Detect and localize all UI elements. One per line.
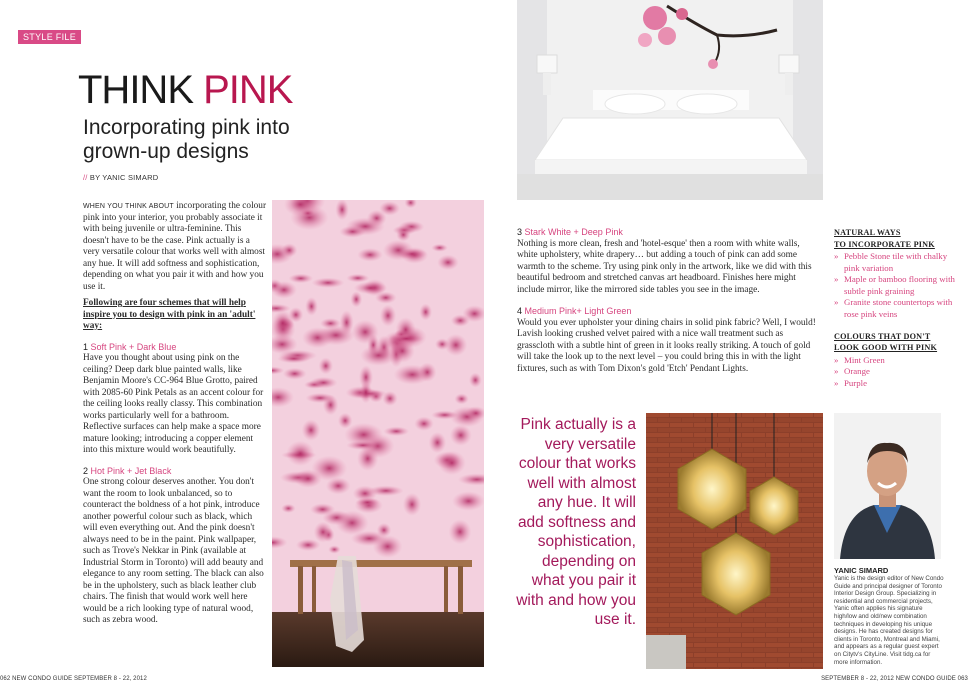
wallpaper-blot [286, 441, 314, 466]
wallpaper-blot [317, 325, 354, 345]
pull-quote: Pink actually is a very versatile colour that works well with almost any hue. It will add softness and sophistication, depending on what you pair it with and how you use it. [516, 416, 636, 628]
footer-left: 062 NEW CONDO GUIDE SEPTEMBER 8 - 22, 2012 [0, 676, 147, 682]
wallpaper-blot [281, 243, 297, 257]
scheme-1 [83, 342, 268, 457]
author-image [834, 413, 941, 559]
wallpaper-blot [289, 307, 304, 322]
wallpaper-blot [380, 305, 396, 327]
scheme-2 [83, 466, 268, 627]
scheme-3-number: 3 [517, 227, 523, 237]
wallpaper-blot [310, 377, 338, 389]
colours-list [834, 355, 964, 390]
wallpaper-blot [403, 493, 421, 516]
intro-paragraph [83, 201, 268, 293]
scheme-1-number: 1 [83, 341, 89, 352]
wallpaper-blot [326, 477, 351, 494]
wallpaper-blot [294, 469, 322, 488]
bedroom-image [517, 0, 823, 200]
list-item: » Orange [834, 366, 964, 378]
wallpaper-blot [357, 248, 383, 262]
scheme-1-label: Soft Pink + Dark Blue [90, 341, 177, 352]
list-item: » Pebble Stone tile with chalky pink variation [834, 251, 964, 274]
scheme-4 [517, 306, 822, 375]
wallpaper-blot [452, 491, 484, 511]
list-item: » Granite stone countertops with rose pink veins [834, 297, 964, 320]
wallpaper-blot [338, 413, 353, 429]
wallpaper-blot [283, 368, 307, 380]
natural-ways-heading-line-2: TO INCORPORATE PINK [834, 239, 935, 249]
wallpaper-blot [277, 354, 310, 363]
wallpaper-blot [437, 255, 459, 271]
page-title [78, 68, 292, 112]
natural-ways-list [834, 251, 964, 321]
byline-slashes: // [83, 173, 88, 182]
scheme-2-text: One strong colour deserves another. You don't want the room to look unbalanced, so to counteract the boldness of a hot pink, introduce another powerful colour such as black, which will even everything out. And the pink doesn't always need to be in the paint. Pink wallpaper, such as Trove's Nekkar in Pink (available at Industrial Storm in Toronto) will add beauty and elegance to any room setting. The black can also be in the upholstery, such as black leather club chairs. The finish that would work well here would be a rich looking type of natural wood, such as zebra wood. [83, 477, 264, 625]
wallpaper-blot [454, 393, 468, 404]
title-think: THINK [78, 68, 193, 112]
scheme-4-text: Would you ever upholster your dining chairs in solid pink fabric? Well, I would! Lavish looking crushed velvet paired with a nice wall treatment such as grasscloth with a subtle hint of green in it looks really striking. A touch of gold will take the look up to the next level – you could bring this in with the light fixtures, such as with Tom Dixon's gold 'Etch' Pendant Lights. [517, 317, 816, 374]
wallpaper-blot [396, 228, 410, 241]
wallpaper-blot [352, 320, 379, 344]
wallpaper-blot [296, 539, 320, 551]
list-item: » Maple or bamboo flooring with subtle pink graining [834, 274, 964, 297]
author-bio: Yanic is the design editor of New Condo Guide and principal designer of Toronto Interior Design Group. Specializing in residential and commercial projects, Yanic often applies his signature high/low and old/new combination techniques in developing his unique designs. He has created designs for clients in Toronto, Montreal and Miami, and appears as a regular guest expert on Citytv's CityLine. Visit tidg.ca for more information. [834, 575, 944, 666]
wallpaper-blot [429, 432, 447, 453]
wallpaper-blot [377, 523, 392, 537]
page-subtitle: Incorporating pink into grown-up designs [83, 116, 290, 163]
wallpaper-blot [368, 486, 404, 497]
wallpaper-blot [360, 381, 372, 403]
footer-right: SEPTEMBER 8 - 22, 2012 NEW CONDO GUIDE 063 [821, 676, 968, 682]
wallpaper-blot [314, 522, 333, 543]
scheme-1-text: Have you thought about using pink on the ceiling? Deep dark blue painted walls, like Benjamin Moore's CC-964 Blue Grotto, paired with 2085-60 Pink Petals as an accent colour for the ceiling looks really classy. This combination works particularly well for a bathroom. Reflective surfaces can help make a space more mature looking; introducing a copper element into this mixture would work beautifully. [83, 353, 264, 455]
scheme-3-text: Nothing is more clean, fresh and 'hotel-esque' then a room with white walls, white upholstery, white drapery… but adding a touch of pink can add some warmth to the scheme. Try using pink only in the artwork, like we did with this beautiful bedroom and stretched canvas art headboard. Finishes here might include mirror, like the mirrored side tables you see in the image. [517, 238, 812, 295]
article-column-1 [83, 201, 268, 632]
title-pink: PINK [203, 68, 293, 112]
list-item: » Mint Green [834, 355, 964, 367]
scheme-2-label: Hot Pink + Jet Black [90, 465, 172, 476]
wallpaper-blot [418, 363, 436, 382]
sidebar [834, 227, 964, 399]
scheme-1-heading [83, 342, 268, 354]
wallpaper-blot [451, 314, 470, 326]
wallpaper-blot [389, 334, 425, 344]
wallpaper-blot [336, 511, 369, 536]
wallpaper-blot [355, 498, 379, 508]
wallpaper-blot [431, 411, 458, 420]
wallpaper-blot [383, 427, 409, 437]
scheme-3-label: Stark White + Deep Pink [524, 227, 623, 237]
wallpaper-blot [306, 393, 335, 403]
article-column-2 [517, 227, 822, 380]
wallpaper-blot [302, 419, 321, 440]
scheme-2-heading [83, 466, 268, 478]
wallpaper-blot [312, 278, 345, 288]
pendant-lights-image [646, 413, 823, 669]
scheme-4-label: Medium Pink+ Light Green [524, 306, 632, 316]
wallpaper-blot [469, 373, 482, 388]
colours-heading-line-2: LOOK GOOD WITH PINK [834, 343, 938, 353]
colours-heading-line-1: COLOURS THAT DON'T [834, 331, 931, 341]
list-item: » Purple [834, 378, 964, 390]
wallpaper-blot [414, 417, 434, 431]
bedroom-photo [517, 0, 823, 200]
wallpaper-blot [438, 451, 466, 475]
wallpaper-blot [346, 274, 369, 283]
intro-text: incorporating the colour pink into your interior, you probably associate it with being juvenile or ultra-feminine. This doesn't have to be the case. Pink actually is a very versatile colour that works well with almost any hue. It will add softness and sophistication, depending on what you pair it with and how you use it. [83, 201, 267, 292]
wallpaper-blot [449, 519, 472, 544]
wallpaper-blot [305, 297, 318, 316]
scheme-4-number: 4 [517, 306, 523, 316]
schemes-heading: Following are four schemes that will help inspire you to design with pink in an 'adult' way: [83, 298, 256, 331]
section-label: STYLE FILE [18, 30, 81, 44]
wallpaper-blot [272, 281, 297, 299]
wallpaper-blot [373, 535, 403, 558]
wallpaper-blot [350, 291, 362, 307]
wallpaper-blot [346, 441, 379, 451]
wallpaper-blot [339, 226, 366, 238]
byline-text: BY YANIC SIMARD [89, 173, 159, 182]
author-photo [834, 413, 941, 559]
scheme-3 [517, 227, 822, 296]
wallpaper-blot [382, 391, 397, 406]
scheme-3-heading [517, 227, 822, 239]
wallpaper-blot [445, 334, 468, 356]
pink-wallpaper-photo [272, 200, 484, 667]
scheme-4-heading [517, 306, 822, 318]
wallpaper-blot [289, 274, 314, 284]
scheme-2-number: 2 [83, 465, 89, 476]
pendant-lights-photo [646, 413, 823, 669]
wallpaper-blot [281, 504, 295, 513]
natural-ways-heading-line-1: NATURAL WAYS [834, 228, 901, 237]
wallpaper-blot [328, 545, 340, 553]
intro-lead: WHEN YOU THINK ABOUT [83, 203, 174, 210]
byline [83, 173, 158, 182]
wallpaper-blot [450, 425, 472, 446]
pink-wallpaper-image [272, 200, 484, 667]
wallpaper-blot [419, 304, 432, 321]
wallpaper-blot [319, 357, 334, 374]
author-name: YANIC SIMARD [834, 566, 889, 575]
wallpaper-blot [383, 240, 414, 261]
wallpaper-blot [431, 244, 448, 252]
